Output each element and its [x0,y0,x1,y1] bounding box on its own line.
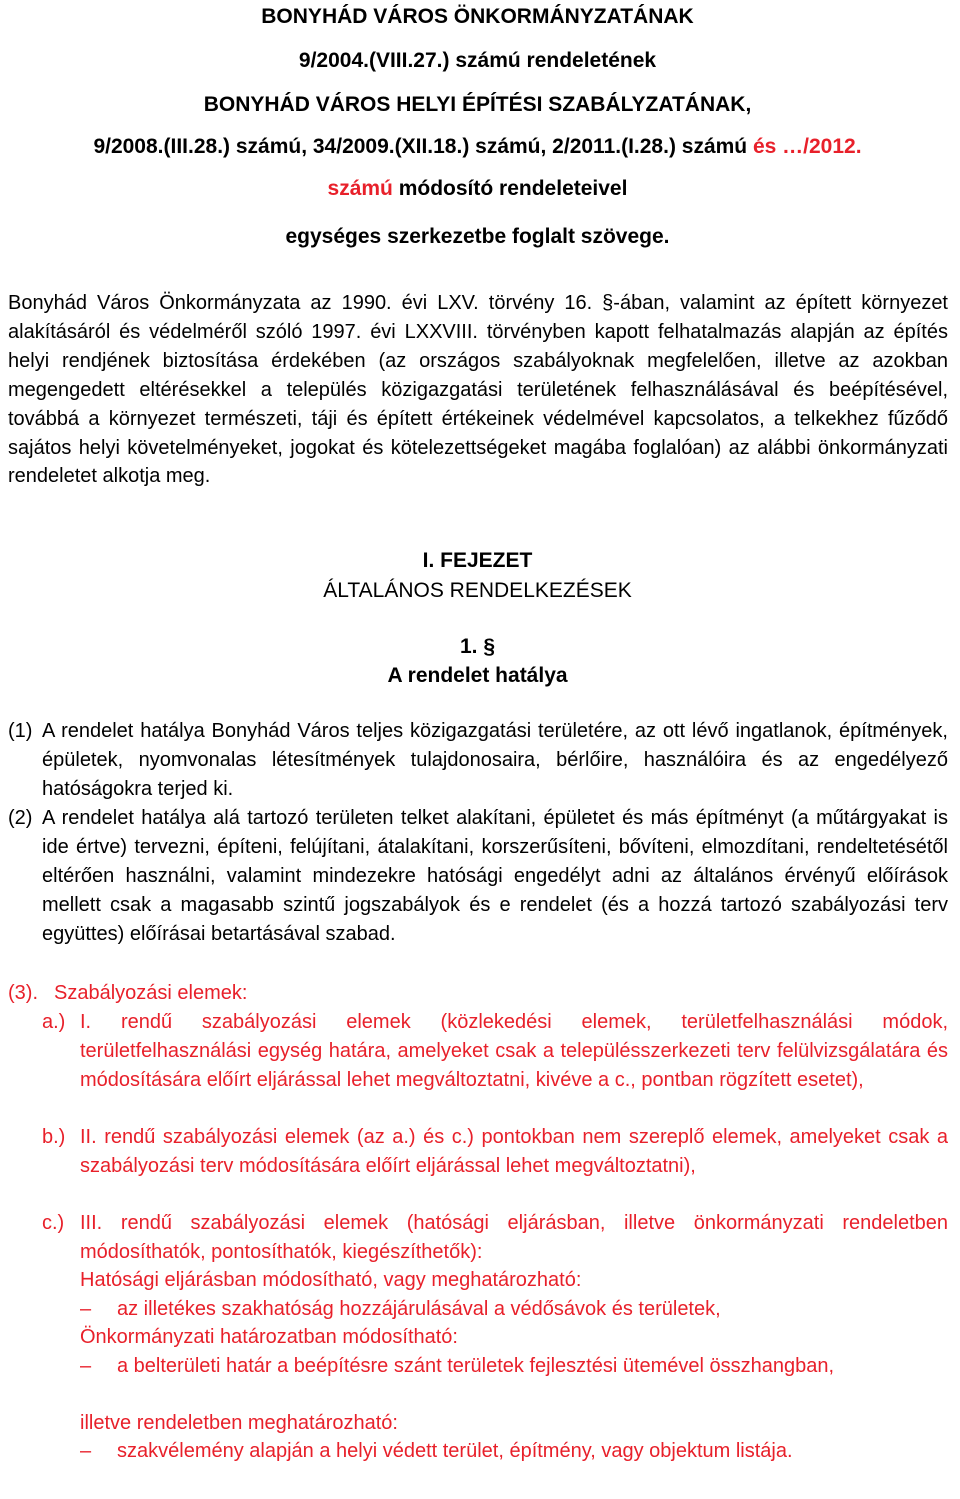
section-title: A rendelet hatálya [387,664,568,687]
struck-sub-heading-3 [0,1409,960,1439]
header-line-5 [0,174,955,204]
dash-bullet-1: – [80,1298,92,1320]
header-line-5-main: módosító rendeleteivel [392,177,628,200]
chapter-number: I. FEJEZET [422,549,533,572]
struck-item-b-text: II. rendű szabályozási elemek (az a.) és c.) pontokban nem szereplő elemek, amelyeket csak a szabályozási terv módosítására előírt eljárással lehet megváltoztatni), [80,1126,948,1177]
paragraph-2 [0,804,960,984]
struck-dash-item-3-text: szakvélemény alapján a helyi védett terület, építmény, vagy objektum listája. [117,1440,793,1462]
struck-sub-heading-2 [0,1323,960,1353]
header-line-1: BONYHÁD VÁROS ÖNKORMÁNYZATÁNAK [261,5,694,28]
struck-item-b-label: b.) [42,1126,66,1148]
struck-item-c [0,1209,960,1269]
header-line-2: 9/2004.(VIII.27.) számú rendeletének [298,49,657,72]
struck-dash-item-3 [0,1437,960,1497]
header-line-6: egységes szerkezetbe foglalt szövege. [285,225,670,248]
struck-dash-item-2 [0,1352,960,1412]
paragraph-1-text: A rendelet hatálya Bonyhád Város teljes közigazgatási területére, az ott lévő ingatlanok, építmények, épületek, nyomvonalas létesítmények tulajdonosaira, bérlőire, használóira és az engedélyező hatóságokra terjed ki. [42,720,948,800]
struck-dash-item-1 [0,1295,960,1325]
paragraph-3-heading: Szabályozási elemek: [54,982,248,1004]
struck-item-a [0,1008,960,1128]
struck-item-a-label: a.) [42,1011,66,1033]
header-line-4-main: 9/2008.(III.28.) számú, 34/2009.(XII.18.) számú, 2/2011.(I.28.) számú [93,135,753,158]
struck-sub-heading-2-text: Önkormányzati határozatban módosítható: [80,1326,458,1348]
struck-sub-heading-3-text: illetve rendeletben meghatározható: [80,1412,398,1434]
dash-bullet-3: – [80,1440,92,1462]
struck-dash-item-2-text: a belterületi határ a beépítésre szánt területek fejlesztési ütemével összhangban, [117,1355,835,1377]
header-line-4-amendment: és …/2012. [752,135,862,158]
chapter-title: ÁLTALÁNOS RENDELKEZÉSEK [323,579,632,602]
struck-item-c-label: c.) [42,1212,65,1234]
paragraph-1 [0,717,960,807]
dash-bullet-2: – [80,1355,92,1377]
header-line-3: BONYHÁD VÁROS HELYI ÉPÍTÉSI SZABÁLYZATÁNAK, [203,93,752,116]
paragraph-3-struck [0,979,960,1009]
struck-item-a-text: I. rendű szabályozási elemek (közlekedési elemek, területfelhasználási módok, területfelhasználási egység határa, amelyeket csak a településszerkezeti terv felülvizsgálatára és módosítására előírt eljárással lehet megváltoztatni, kivéve a c., pontban rögzített esetet), [80,1011,948,1091]
paragraph-3-number: (3). [8,982,38,1004]
section-number: 1. § [459,635,496,658]
header-line-5-amendment: számú [327,177,393,200]
struck-item-c-text: III. rendű szabályozási elemek (hatósági eljárásban, illetve önkormányzati rendeletben módosíthatók, pontosíthatók, kiegészíthetők): [80,1212,948,1263]
struck-item-b [0,1123,960,1213]
paragraph-2-text: A rendelet hatálya alá tartozó területen telket alakítani, épületet és más építményt (a műtárgyakat is ide értve) tervezni, építeni, felújítani, átalakítani, korszerűsíteni, bővíteni, elmozdítani, rendeltetésétől eltérően használni, valamint mindezekre hatósági engedélyt adni az általános érvényű előírások mellett csak a magasabb szintű jogszabályok és e rendelet (és a hozzá tartozó szabályozási terv együttes) előírásai betartásával szabad. [42,807,948,945]
header-line-4 [0,132,955,162]
paragraph-1-number: (1) [8,720,33,742]
struck-sub-heading-1-text: Hatósági eljárásban módosítható, vagy meghatározható: [80,1269,582,1291]
paragraph-2-number: (2) [8,807,33,829]
struck-dash-item-1-text: az illetékes szakhatóság hozzájárulásával a védősávok és területek, [117,1298,721,1320]
preamble-paragraph: Bonyhád Város Önkormányzata az 1990. évi LXV. törvény 16. §-ában, valamint az épített környezet alakításáról és védelméről szóló 1997. évi LXXVIII. törvényben kapott felhatalmazás alapján az építés helyi rendjének biztosítása érdekében (az országos szabályoknak megfelelően, illetve az azokban megengedett eltérésekkel a település közigazgatási területének felhasználásával és beépítésével, továbbá a környezet természeti, táji és épített értékeinek védelmével kapcsolatos, a telkekhez fűződő sajátos helyi követelményeket, jogokat és kötelezettségeket magába foglalóan) az alábbi önkormányzati rendeletet alkotja meg. [8,292,948,488]
struck-sub-heading-1 [0,1266,960,1296]
